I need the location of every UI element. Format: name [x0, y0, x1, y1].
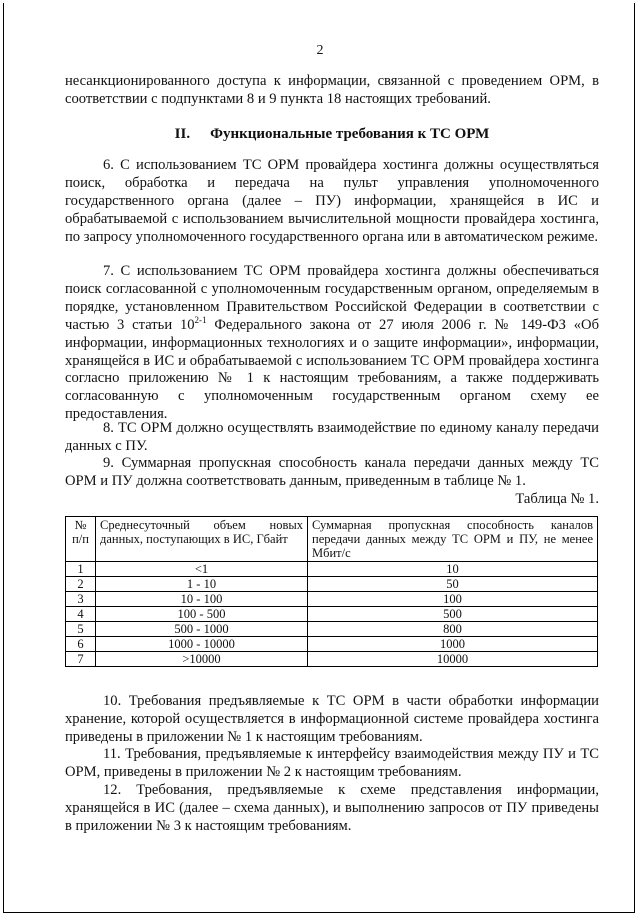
paragraph-8: 8. ТС ОРМ должно осуществлять взаимодействие по единому каналу передачи данных с ПУ.: [65, 420, 599, 454]
row-number: 4: [66, 607, 96, 622]
table-row: [66, 577, 598, 592]
paragraph-10: 10. Требования предъявляемые к ТС ОРМ в части обработки информации хранение, которой осуществляется в информационной системе провайдера хостинга приведены в приложении № 1 к настоящим требованиям.: [65, 693, 599, 745]
row-number: 5: [66, 622, 96, 637]
paragraph-9: 9. Суммарная пропускная способность канала передачи данных между ТС ОРМ и ПУ должна соответствовать данным, приведенным в таблице № 1.: [65, 455, 599, 489]
table-header-row: [66, 517, 598, 562]
paragraph-7: [65, 263, 599, 424]
section-title: Функциональные требования к ТС ОРМ: [210, 126, 490, 142]
section-number: II.: [174, 126, 191, 142]
header-bandwidth: Суммарная пропускная способность каналов передачи данных между ТС ОРМ и ПУ, не менее Мбит/с: [308, 517, 598, 562]
row-volume: >10000: [96, 652, 308, 667]
row-bandwidth: 500: [308, 607, 598, 622]
row-number: 7: [66, 652, 96, 667]
row-bandwidth: 10000: [308, 652, 598, 667]
paragraph-7-text-a: 7. С использованием ТС ОРМ провайдера хостинга должны обеспечиваться поиск согласованной с уполномоченным государственным органом, определяемым в порядке, установленном Правительством Российской Федерации в соответствии с частью 3 статьи 10: [65, 263, 599, 333]
row-number: 1: [66, 562, 96, 577]
table-row: [66, 592, 598, 607]
table-row: [66, 562, 598, 577]
paragraph-11: 11. Требования, предъявляемые к интерфейсу взаимодействия между ПУ и ТС ОРМ, приведены в приложении № 2 к настоящим требованиям.: [65, 746, 599, 780]
table-row: [66, 652, 598, 667]
paragraph-intro: несанкционированного доступа к информации, связанной с проведением ОРМ, в соответствии с подпунктами 8 и 9 пункта 18 настоящих требований.: [65, 73, 599, 107]
page-number: 2: [316, 43, 324, 58]
row-volume: 1000 - 10000: [96, 637, 308, 652]
bandwidth-table: [65, 516, 598, 667]
row-number: 2: [66, 577, 96, 592]
row-volume: 1 - 10: [96, 577, 308, 592]
row-bandwidth: 1000: [308, 637, 598, 652]
table-row: [66, 637, 598, 652]
row-bandwidth: 800: [308, 622, 598, 637]
row-number: 6: [66, 637, 96, 652]
table-row: [66, 607, 598, 622]
table-row: [66, 622, 598, 637]
paragraph-7-superscript: 2-1: [194, 314, 207, 325]
header-number: № п/п: [66, 517, 96, 562]
section-heading: [65, 126, 599, 143]
paragraph-12: 12. Требования, предъявляемые к схеме представления информации, хранящейся в ИС (далее – схема данных), и выполнению запросов от ПУ приведены в приложении № 3 к настоящим требованиям.: [65, 782, 599, 834]
table-caption: Таблица № 1.: [515, 491, 599, 507]
row-number: 3: [66, 592, 96, 607]
header-daily-volume: Среднесуточный объем новых данных, поступающих в ИС, Гбайт: [96, 517, 308, 562]
row-volume: 100 - 500: [96, 607, 308, 622]
row-bandwidth: 50: [308, 577, 598, 592]
paragraph-7-text-b: Федерального закона от 27 июля 2006 г. № 149-ФЗ «Об информации, информационных технологиях и о защите информации», информации, хранящейся в ИС и обрабатываемой с использованием ТС ОРМ провайдера хостинга согласно приложению № 1 к настоящим требованиям, а также поддерживать согласованную с уполномоченным государственным органом схему ее предоставления.: [65, 316, 599, 423]
row-volume: <1: [96, 562, 308, 577]
row-bandwidth: 100: [308, 592, 598, 607]
paragraph-6: 6. С использованием ТС ОРМ провайдера хостинга должны осуществляться поиск, обработка и передача на пульт управления уполномоченного государственного органа (далее – ПУ) информации, хранящейся в ИС и обрабатываемой с использованием вычислительной мощности провайдера хостинга, по запросу уполномоченного государственного органа или в автоматическом режиме.: [65, 157, 599, 245]
row-volume: 500 - 1000: [96, 622, 308, 637]
row-bandwidth: 10: [308, 562, 598, 577]
row-volume: 10 - 100: [96, 592, 308, 607]
